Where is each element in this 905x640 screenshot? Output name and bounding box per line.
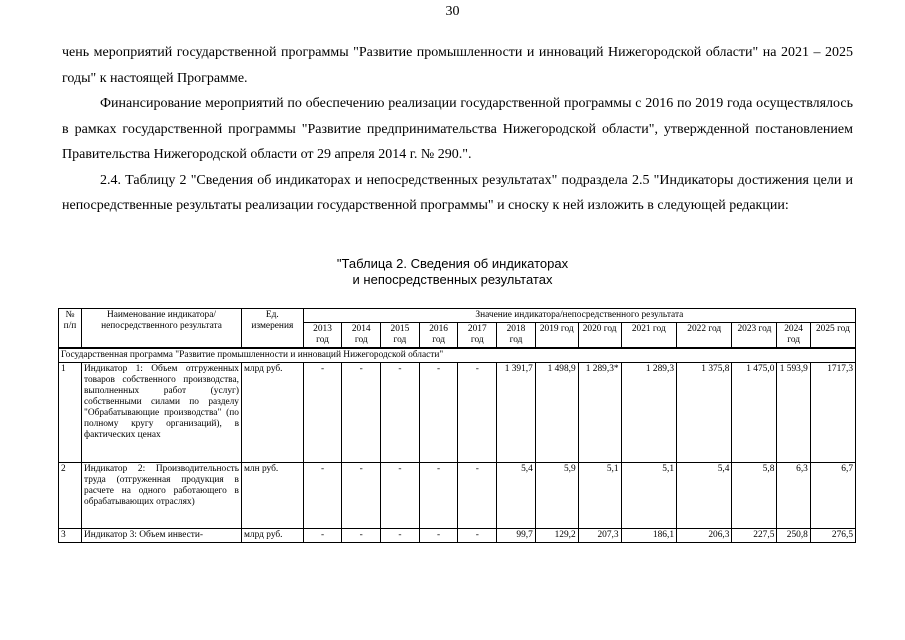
- indicator-name: Индикатор 3: Объем инвести-: [82, 529, 242, 543]
- value-cell: 276,5: [810, 529, 855, 543]
- paragraph-continuation: чень мероприятий государственной программы "Развитие промышленности и инноваций Нижегородской области" на 2021 – 2025 годы" к настоящей Программе.: [62, 45, 853, 86]
- value-cell: 1 391,7: [497, 363, 536, 463]
- header-year: 2020 год: [578, 323, 621, 348]
- value-cell: 186,1: [621, 529, 676, 543]
- table-caption-line-1: "Таблица 2. Сведения об индикаторах: [336, 256, 569, 271]
- value-cell: -: [419, 529, 458, 543]
- table-row: [59, 363, 856, 463]
- header-year: 2025 год: [810, 323, 855, 348]
- header-year: 2022 год: [677, 323, 732, 348]
- header-year: 2013 год: [303, 323, 342, 348]
- value-cell: 5,4: [497, 463, 536, 529]
- indicators-table: [58, 308, 856, 543]
- paragraph-table-amendment: 2.4. Таблицу 2 "Сведения об индикаторах и непосредственных результатах" подраздела 2.5 "Индикаторы достижения цели и непосредственные результаты реализации государственной программы" и сноску к ней изложить в следующей редакции:: [62, 172, 853, 213]
- value-cell: 6,3: [777, 463, 810, 529]
- value-cell: -: [419, 363, 458, 463]
- row-num: 2: [59, 463, 82, 529]
- value-cell: -: [303, 463, 342, 529]
- header-year: 2021 год: [621, 323, 676, 348]
- indicator-name: Индикатор 2: Производительность труда (отгруженная продукция в расчете на одного работающего в обрабатывающих отраслях): [82, 463, 242, 529]
- value-cell: 5,1: [621, 463, 676, 529]
- header-year: 2023 год: [732, 323, 777, 348]
- header-year: 2024 год: [777, 323, 810, 348]
- value-cell: -: [458, 529, 497, 543]
- indicator-unit: млрд руб.: [242, 529, 304, 543]
- value-cell: 129,2: [535, 529, 578, 543]
- program-title: Государственная программа "Развитие промышленности и инноваций Нижегородской области": [59, 349, 856, 363]
- value-cell: 1 289,3*: [578, 363, 621, 463]
- value-cell: 99,7: [497, 529, 536, 543]
- value-cell: 207,3: [578, 529, 621, 543]
- value-cell: -: [381, 529, 420, 543]
- table-row: [59, 529, 856, 543]
- value-cell: 1 593,9: [777, 363, 810, 463]
- header-year: 2019 год: [535, 323, 578, 348]
- indicator-unit: млн руб.: [242, 463, 304, 529]
- value-cell: -: [381, 363, 420, 463]
- header-year: 2016 год: [419, 323, 458, 348]
- value-cell: -: [342, 363, 381, 463]
- value-cell: 5,4: [677, 463, 732, 529]
- value-cell: 1 475,0: [732, 363, 777, 463]
- program-row: [59, 349, 856, 363]
- value-cell: 1717,3: [810, 363, 855, 463]
- value-cell: 227,5: [732, 529, 777, 543]
- value-cell: 206,3: [677, 529, 732, 543]
- header-value-group: Значение индикатора/непосредственного результата: [303, 309, 855, 323]
- indicator-name: Индикатор 1: Объем отгруженных товаров собственного производства, выполненных работ (услуг) собственными силами по разделу "Обрабатывающие производства" (по полному кругу организаций), в фактических ценах: [82, 363, 242, 463]
- header-year: 2018 год: [497, 323, 536, 348]
- value-cell: 1 289,3: [621, 363, 676, 463]
- row-num: 3: [59, 529, 82, 543]
- header-year: 2015 год: [381, 323, 420, 348]
- body-text: [62, 40, 853, 219]
- value-cell: 1 498,9: [535, 363, 578, 463]
- value-cell: 1 375,8: [677, 363, 732, 463]
- header-year: 2014 год: [342, 323, 381, 348]
- value-cell: -: [419, 463, 458, 529]
- header-num: № п/п: [59, 309, 82, 348]
- table-header-row: [59, 309, 856, 323]
- value-cell: -: [342, 529, 381, 543]
- value-cell: 5,8: [732, 463, 777, 529]
- paragraph-financing: Финансирование мероприятий по обеспечению реализации государственной программы с 2016 по 2019 года осуществлялось в рамках государственной программы "Развитие предпринимательства Нижегородской области", утвержденной постановлением Правительства Нижегородской области от 29 апреля 2014 г. № 290.".: [62, 96, 853, 162]
- value-cell: -: [303, 529, 342, 543]
- indicator-unit: млрд руб.: [242, 363, 304, 463]
- page-number: 30: [445, 4, 460, 19]
- value-cell: 5,9: [535, 463, 578, 529]
- header-unit: Ед. измерения: [242, 309, 304, 348]
- value-cell: 250,8: [777, 529, 810, 543]
- table-caption-line-2: и непосредственных результатах: [352, 272, 553, 287]
- table-row: [59, 463, 856, 529]
- header-year: 2017 год: [458, 323, 497, 348]
- table-caption: [0, 256, 905, 288]
- value-cell: -: [458, 363, 497, 463]
- header-name: Наименование индикатора/непосредственного результата: [82, 309, 242, 348]
- value-cell: -: [303, 363, 342, 463]
- value-cell: -: [458, 463, 497, 529]
- value-cell: -: [342, 463, 381, 529]
- value-cell: -: [381, 463, 420, 529]
- row-num: 1: [59, 363, 82, 463]
- value-cell: 5,1: [578, 463, 621, 529]
- value-cell: 6,7: [810, 463, 855, 529]
